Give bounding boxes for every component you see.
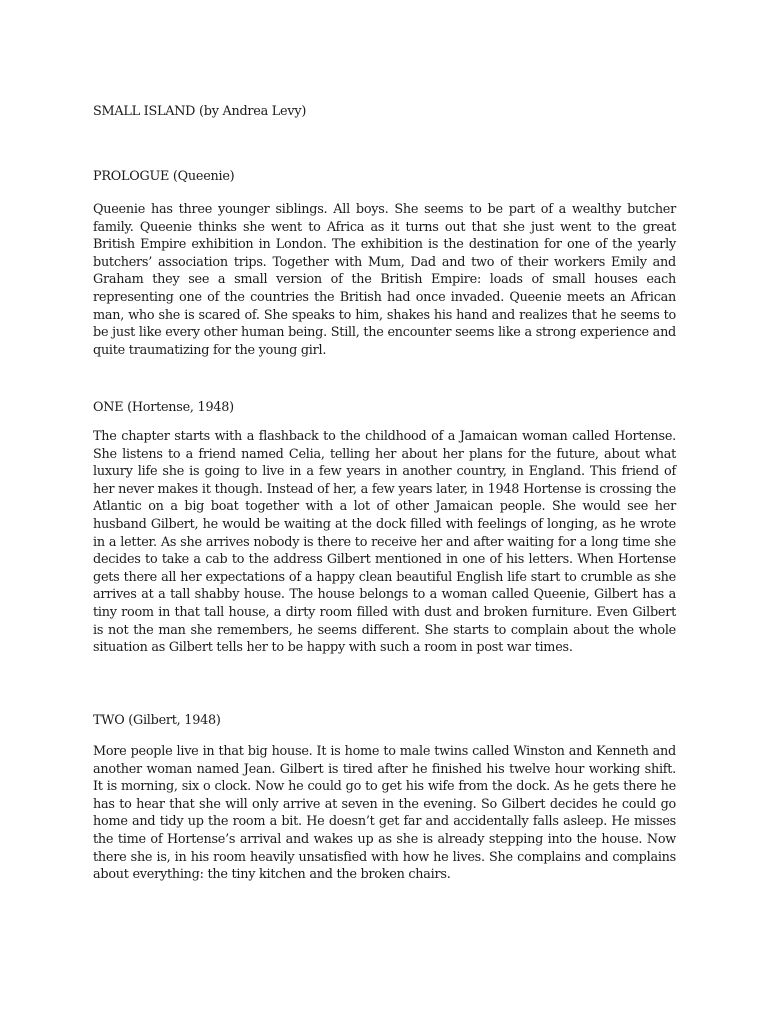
document-title: SMALL ISLAND (by Andrea Levy) [93,104,307,119]
section-heading-one: ONE (Hortense, 1948) [93,400,234,415]
section-body-prologue: Queenie has three younger siblings. All boys. She seems to be part of a wealthy butcher family. Queenie thinks she went to Africa as it turns out that she just went to the great British Empire exhibition in London. The exhibition is the destination for one of the yearly butchers’ association trips. Together with Mum, Dad and two of their workers Emily and Graham they see a small version of the British Empire: loads of small houses each representing one of the countries the British had once invaded. Queenie meets an African man, who she is scared of. She speaks to him, shakes his hand and realizes that he seems to be just like every other human being. Still, the encounter seems like a strong experience and quite traumatizing for the young girl. [93,202,676,358]
section-heading-prologue: PROLOGUE (Queenie) [93,169,235,184]
section-body-one: The chapter starts with a flashback to the childhood of a Jamaican woman called Hortense. She listens to a friend named Celia, telling her about her plans for the future, about what luxury life she is going to live in a few years in another country, in England. This friend of her never makes it though. Instead of her, a few years later, in 1948 Hortense is crossing the Atlantic on a big boat together with a lot of other Jamaican people. She would see her husband Gilbert, he would be waiting at the dock filled with feelings of longing, as he wrote in a letter. As she arrives nobody is there to receive her and after waiting for a long time she decides to take a cab to the address Gilbert mentioned in one of his letters. When Hortense gets there all her expectations of a happy clean beautiful English life start to crumble as she arrives at a tall shabby house. The house belongs to a woman called Queenie, Gilbert has a tiny room in that tall house, a dirty room filled with dust and broken furniture. Even Gilbert is not the man she remembers, he seems different. She starts to complain about the whole situation as Gilbert tells her to be happy with such a room in post war times. [93,429,676,656]
section-heading-two: TWO (Gilbert, 1948) [93,713,221,728]
section-body-two: More people live in that big house. It is home to male twins called Winston and Kenneth and another woman named Jean. Gilbert is tired after he finished his twelve hour working shift. It is morning, six o clock. Now he could go to get his wife from the dock. As he gets there he has to hear that she will only arrive at seven in the evening. So Gilbert decides he could go home and tidy up the room a bit. He doesn’t get far and accidentally falls asleep. He misses the time of Hortense’s arrival and wakes up as she is already stepping into the house. Now there she is, in his room heavily unsatisfied with how he lives. She complains and complains about everything: the tiny kitchen and the broken chairs. [93,744,676,883]
